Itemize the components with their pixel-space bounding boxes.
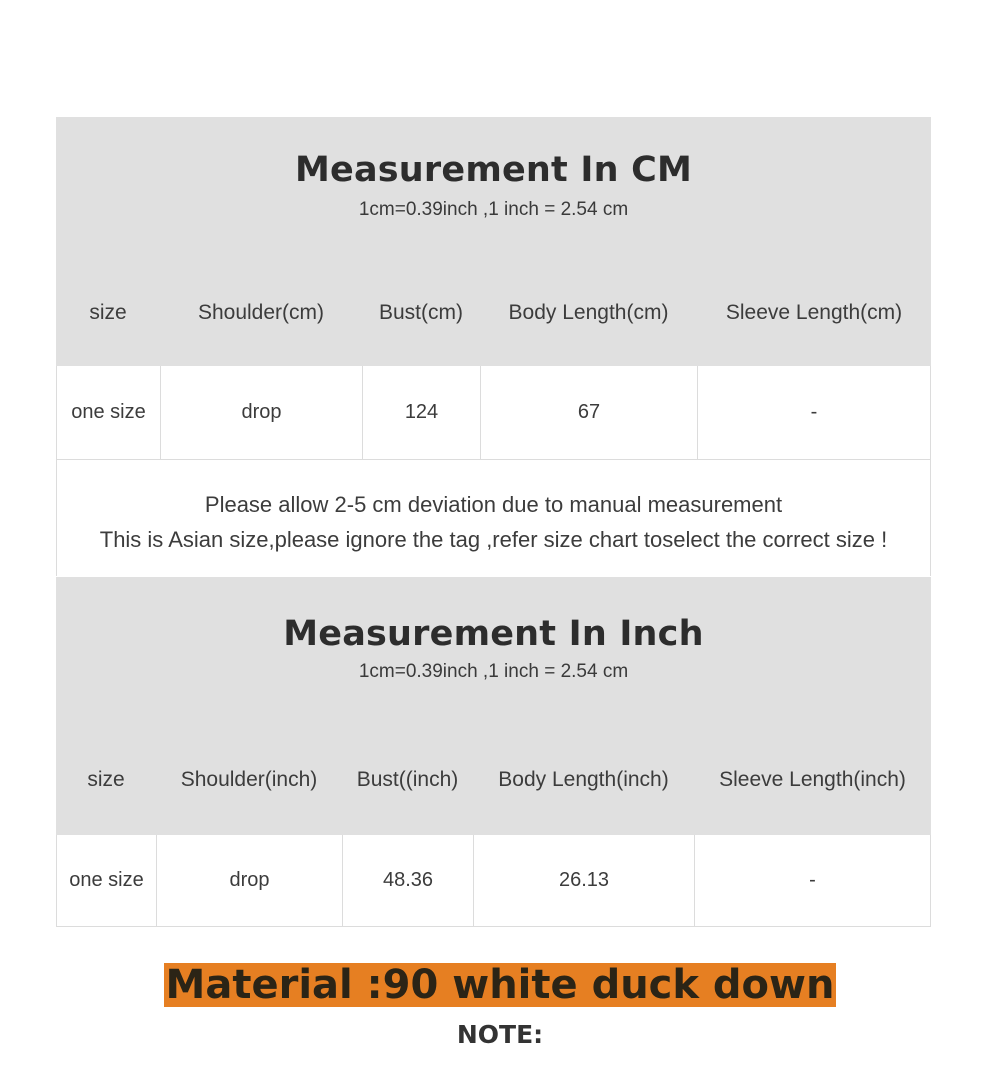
- inch-chart-subtitle: 1cm=0.39inch ,1 inch = 2.54 cm: [358, 661, 629, 682]
- column-header-bust: Bust(cm): [379, 301, 463, 324]
- table-row: [56, 366, 931, 460]
- cm-chart-title: Measurement In CM: [294, 150, 692, 190]
- cell-sleeve-length: -: [809, 869, 816, 891]
- column-header-shoulder: Shoulder(cm): [197, 301, 325, 324]
- size-chart-inch: [56, 577, 931, 927]
- deviation-note: Please allow 2-5 cm deviation due to manual measurement: [204, 492, 783, 517]
- material-text: Material :90 white duck down: [165, 962, 835, 1008]
- cell-body-length: 67: [481, 366, 698, 459]
- column-header-size: size: [89, 301, 127, 324]
- cell-bust: 48.36: [343, 835, 474, 926]
- column-header-size: size: [87, 768, 125, 791]
- size-chart-cm: [56, 117, 931, 576]
- cell-size: one size: [57, 366, 161, 459]
- column-header-sleeve-length: Sleeve Length(inch): [719, 768, 906, 791]
- column-header-shoulder: Shoulder(inch): [180, 768, 318, 791]
- table-row: [56, 835, 931, 927]
- column-header-bust: Bust((inch): [356, 768, 459, 791]
- cm-header-row: [56, 293, 931, 333]
- inch-header-row: [56, 760, 931, 800]
- column-header-sleeve-length: Sleeve Length(cm): [725, 301, 903, 324]
- measurement-notes: [56, 460, 931, 576]
- cell-sleeve-length: -: [810, 401, 818, 423]
- cell-shoulder: drop: [161, 366, 363, 459]
- cell-body-length: 26.13: [474, 835, 695, 926]
- inch-chart-header: [56, 577, 931, 835]
- column-header-body-length: Body Length(cm): [508, 301, 669, 324]
- cell-shoulder: drop: [157, 835, 343, 926]
- asian-size-note: This is Asian size,please ignore the tag ,refer size chart toselect the correct size !: [99, 527, 888, 552]
- material-banner: [0, 963, 1000, 1007]
- note-label: NOTE:: [456, 1020, 544, 1049]
- cell-size: one size: [57, 835, 157, 926]
- cm-chart-header: [56, 117, 931, 366]
- inch-chart-title: Measurement In Inch: [283, 614, 704, 654]
- column-header-body-length: Body Length(inch): [498, 768, 669, 791]
- cm-chart-subtitle: 1cm=0.39inch ,1 inch = 2.54 cm: [358, 199, 629, 220]
- cell-bust: 124: [363, 366, 481, 459]
